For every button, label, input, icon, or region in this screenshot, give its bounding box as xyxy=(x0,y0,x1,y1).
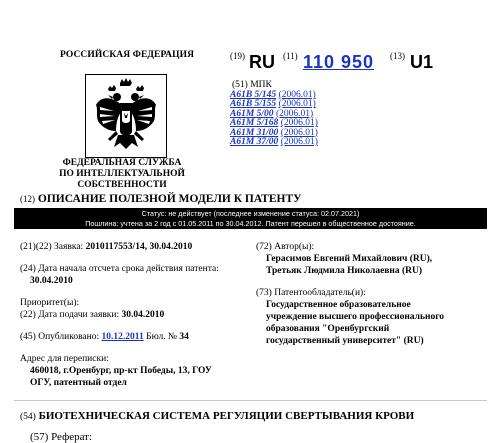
ipc-item xyxy=(230,138,318,147)
ipc-version-link[interactable]: (2006.01) xyxy=(275,108,314,119)
kind-code: U1 xyxy=(410,52,434,72)
inid-code-12: (12) xyxy=(20,194,35,204)
author-item: Герасимов Евгений Михайлович (RU), xyxy=(266,254,433,264)
invention-title xyxy=(20,410,414,422)
ipc-heading: (51) МПК xyxy=(232,80,272,90)
owner-line: Государственное образовательное xyxy=(266,300,411,310)
address-line-2: ОГУ, патентный отдел xyxy=(30,378,127,388)
ipc-code-link[interactable]: A61M 5/00 xyxy=(230,108,274,119)
filing-value: 30.04.2010 xyxy=(121,310,165,320)
inid-code-54: (54) xyxy=(20,412,36,422)
agency-line-1: ФЕДЕРАЛЬНАЯ СЛУЖБА xyxy=(62,158,182,168)
address-line-1: 460018, г.Оренбург, пр-кт Победы, 13, ГОУ xyxy=(30,366,212,376)
filing-row xyxy=(20,309,250,321)
bulletin-label: Бюл. № xyxy=(146,332,177,342)
application-label: (21)(22) Заявка: xyxy=(20,242,84,252)
published-row xyxy=(20,331,250,343)
invention-title-text: БИОТЕХНИЧЕСКАЯ СИСТЕМА РЕГУЛЯЦИИ СВЕРТЫВАНИЯ КРОВИ xyxy=(38,410,415,422)
owner-line: учреждение высшего профессионального xyxy=(266,312,445,322)
state-emblem-icon xyxy=(85,74,167,158)
ipc-version-link[interactable]: (2006.01) xyxy=(278,90,316,100)
agency-line-2: ПО ИНТЕЛЛЕКТУАЛЬНОЙ СОБСТВЕННОСТИ xyxy=(59,169,185,190)
bulletin-number: 34 xyxy=(179,332,189,342)
patent-number-link[interactable]: 110 950 xyxy=(303,52,375,72)
status-line: Статус: не действует (последнее изменение статуса: 02.07.2021) xyxy=(141,209,360,218)
abstract-label: (57) Реферат: xyxy=(30,431,93,443)
document-title-text: ОПИСАНИЕ ПОЛЕЗНОЙ МОДЕЛИ К ПАТЕНТУ xyxy=(37,193,302,205)
rights-details xyxy=(256,241,492,347)
application-row xyxy=(20,241,250,253)
published-label: (45) Опубликовано: xyxy=(20,332,100,342)
ipc-code-link[interactable]: A61B 5/145 xyxy=(230,90,277,100)
ipc-version-link[interactable]: (2006.01) xyxy=(280,118,318,129)
ipc-code-link[interactable]: A61M 37/00 xyxy=(230,137,279,148)
ipc-code-link[interactable]: A61M 5/168 xyxy=(230,118,279,129)
author-item: Третьяк Людмила Николаевна (RU) xyxy=(266,266,423,276)
section-divider xyxy=(14,400,487,401)
ipc-code-link[interactable]: A61B 5/155 xyxy=(230,99,277,110)
application-value: 2010117553/14, 30.04.2010 xyxy=(85,242,193,252)
ipc-version-link[interactable]: (2006.01) xyxy=(280,137,318,148)
published-date-link[interactable]: 10.12.2011 xyxy=(101,332,144,342)
address-label: Адрес для переписки: xyxy=(20,354,109,364)
ipc-version-link[interactable]: (2006.01) xyxy=(278,99,316,110)
double-headed-eagle-icon xyxy=(86,75,166,157)
country-name: РОССИЙСКАЯ ФЕДЕРАЦИЯ xyxy=(60,50,195,60)
agency-name xyxy=(20,158,224,191)
country-code: RU xyxy=(249,52,275,72)
ipc-version-link[interactable]: (2006.01) xyxy=(280,127,318,138)
owner-line: образования "Оренбургский xyxy=(266,324,390,334)
application-details xyxy=(20,241,250,389)
owner-label: (73) Патентообладатель(и): xyxy=(256,288,366,298)
inid-code-13: (13) xyxy=(390,51,405,61)
fee-line: Пошлина: учтена за 2 год с 01.05.2011 по 30.04.2012. Патент перешел в общественное достояние. xyxy=(85,218,416,228)
inid-code-19: (19) xyxy=(230,51,245,61)
status-bar xyxy=(14,208,487,229)
ipc-list xyxy=(230,91,318,147)
inid-code-11: (11) xyxy=(283,51,298,61)
term-start-value: 30.04.2010 xyxy=(30,276,73,286)
owner-line: государственный университет" (RU) xyxy=(266,336,424,346)
priority-label: Приоритет(ы): xyxy=(20,298,80,308)
authors-label: (72) Автор(ы): xyxy=(256,242,315,252)
term-start-label: (24) Дата начала отсчета срока действия патента: xyxy=(20,264,219,274)
document-title xyxy=(20,193,302,205)
filing-label: (22) Дата подачи заявки: xyxy=(20,310,120,320)
ipc-code-link[interactable]: A61M 31/00 xyxy=(230,127,279,138)
